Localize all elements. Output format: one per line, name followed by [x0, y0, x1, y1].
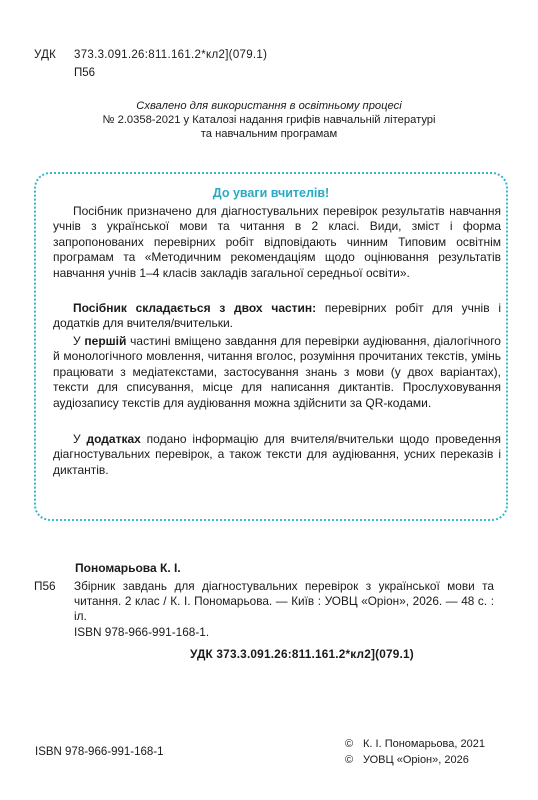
catalog-isbn: ISBN 978-966-991-168-1.	[74, 625, 210, 639]
catalog-udk: УДК 373.3.091.26:811.161.2*кл2](079.1)	[190, 647, 414, 661]
udk-code: 373.3.091.26:811.161.2*кл2](079.1)	[74, 49, 268, 61]
approval-line-1: Схвалено для використання в освітньому процесі	[136, 100, 402, 112]
copyright-symbol: ©	[345, 738, 354, 750]
notice-paragraph-2-bold: Посібник складається з двох частин:	[73, 301, 317, 315]
notice-paragraph-2	[53, 301, 501, 332]
udk-line	[34, 49, 267, 61]
notice-paragraph-3-bold: першій	[84, 334, 127, 348]
catalog-index: П56	[74, 67, 96, 79]
copyright-author-text: К. І. Пономарьова, 2021	[363, 738, 485, 750]
catalog-entry	[34, 579, 494, 624]
catalog-entry-text: Збірник завдань для діагностувальних перевірок з української мови та читання. 2 клас / К. І. Пономарьова. — Київ : УОВЦ «Оріон», 2026. — 48 с. : іл.	[74, 579, 494, 623]
teacher-notice-title: До уваги вчителів!	[212, 186, 330, 200]
notice-paragraph-1	[53, 204, 501, 281]
footer-isbn: ISBN 978-966-991-168-1	[35, 746, 164, 758]
catalog-author: Пономарьова К. І.	[75, 561, 181, 575]
copyright-author	[345, 738, 485, 750]
notice-paragraph-1-text: Посібник призначено для діагностувальних перевірок результатів навчання учнів з української мови та читання в 2 класі. Види, зміст і форма запропонованих перевірних робіт відповідають чинним Типовим освітнім програмам та «Методичним рекомендаціям щодо оцінювання результатів навчання учнів 1–4 класів закладів загальної середньої освіти».	[53, 204, 501, 280]
notice-paragraph-4-text: подано інформацію для вчителя/вчительки щодо проведення діагностувальних перевірок, а також тексти для аудіювання, усних переказів і диктантів.	[53, 432, 501, 477]
copyright-symbol: ©	[345, 754, 354, 766]
approval-line-3: та навчальним програмам	[200, 128, 338, 140]
copyright-publisher	[345, 754, 469, 766]
notice-paragraph-3-lead: У	[73, 334, 85, 348]
approval-line-2: № 2.0358-2021 у Каталозі надання грифів навчальній літературі	[102, 114, 436, 126]
udk-label: УДК	[34, 49, 57, 61]
approval-notice	[40, 99, 498, 141]
notice-paragraph-4-lead: У	[73, 432, 87, 446]
copyright-publisher-text: УОВЦ «Оріон», 2026	[363, 754, 469, 766]
notice-paragraph-3-text: частині вміщено завдання для перевірки аудіювання, діалогічного й монологічного мовлення, читання вголос, розуміння прочитаних текстів, умінь працювати з медіатекстами, застосування знань з мови (у двох варіантах), тексти для списування, місце для написання диктантів. Прослуховування аудіозапису текстів для аудіювання можна здійснити за QR-кодами.	[53, 334, 501, 410]
notice-paragraph-3	[53, 334, 501, 411]
catalog-entry-index: П56	[34, 579, 56, 593]
notice-paragraph-2-text: перевірних робіт для учнів і додатків для вчителя/вчительки.	[53, 301, 501, 331]
notice-paragraph-4	[53, 432, 501, 478]
notice-paragraph-4-bold: додатках	[86, 432, 141, 446]
